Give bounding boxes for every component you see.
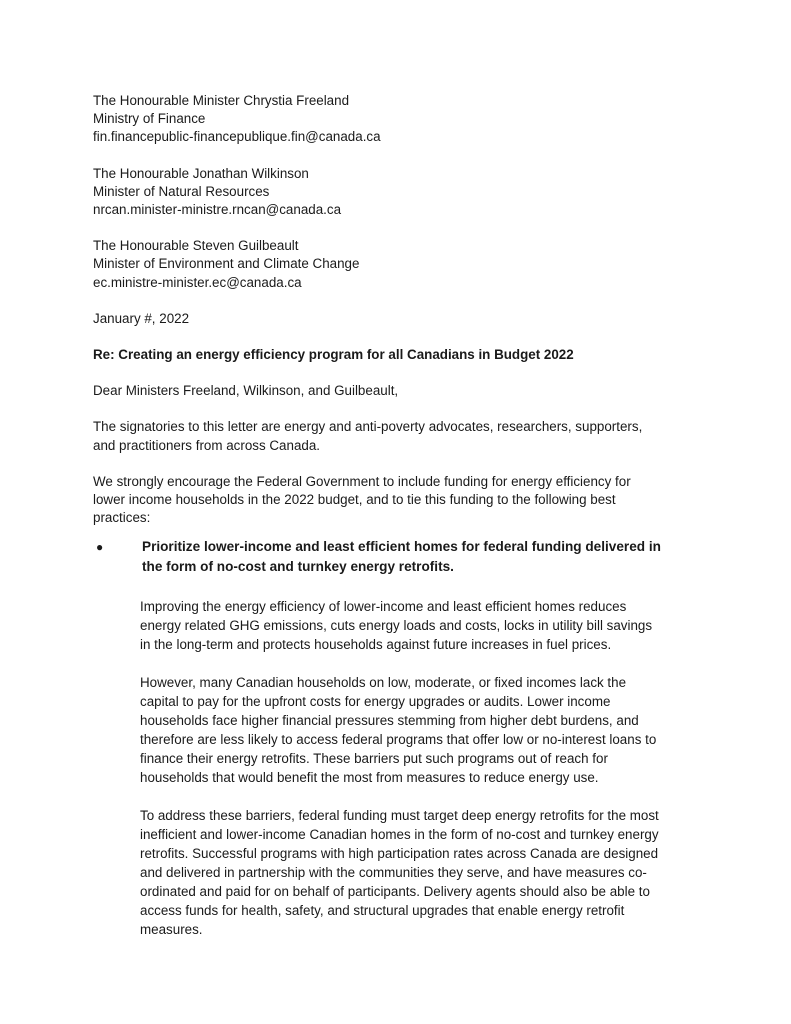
bullet-paragraph-solution [93,806,703,939]
intro-line: and practitioners from across Canada. [93,437,321,453]
paragraph-line: energy related GHG emissions, cuts energy loads and costs, locks in utility bill savings [140,618,653,634]
paragraph-line: access funds for health, safety, and structural upgrades that enable energy retrofit [140,903,625,919]
paragraph-line: inefficient and lower-income Canadian homes in the form of no-cost and turnkey energy [140,827,659,843]
letter-subject: Re: Creating an energy efficiency program for all Canadians in Budget 2022 [93,347,574,363]
paragraph-line: retrofits. Successful programs with high participation rates across Canada are designed [140,846,659,862]
recipient-email: fin.financepublic-financepublique.fin@canada.ca [93,129,381,145]
recipient-email: ec.ministre-minister.ec@canada.ca [93,274,302,290]
paragraph-line: ordinated and paid for on behalf of participants. Delivery agents should also be able to [140,884,650,900]
bullet-item [93,537,703,577]
intro-paragraph [93,418,703,454]
bullet-heading-line: the form of no-cost and turnkey energy retrofits. [142,559,454,575]
intro-line: The signatories to this letter are energy and anti-poverty advocates, researchers, supporters, [93,419,643,435]
recipient-guilbeault [93,237,703,292]
bullet-heading-line: Prioritize lower-income and least efficient homes for federal funding delivered in [142,539,661,555]
recipient-title: Minister of Natural Resources [93,183,270,199]
paragraph-line: in the long-term and protects households against future increases in fuel prices. [140,637,612,653]
encourage-line: We strongly encourage the Federal Government to include funding for energy efficiency for [93,473,631,489]
paragraph-line: and delivered in partnership with the communities they serve, and have measures co- [140,865,647,881]
recipient-email: nrcan.minister-ministre.rncan@canada.ca [93,202,342,218]
encourage-line: lower income households in the 2022 budget, and to tie this funding to the following best [93,492,616,508]
encourage-line: practices: [93,510,151,526]
paragraph-line: However, many Canadian households on low, moderate, or fixed incomes lack the [140,675,627,691]
recipient-freeland [93,92,703,147]
letter-page [93,92,703,939]
bullet-heading [142,537,661,577]
recipient-title: Ministry of Finance [93,111,206,127]
recipient-wilkinson [93,165,703,220]
encourage-paragraph [93,473,703,528]
paragraph-line: households that would benefit the most from measures to reduce energy use. [140,770,599,786]
bullet-paragraph-benefits [93,597,703,654]
bullet-icon: ● [96,540,104,555]
paragraph-line: capital to pay for the upfront costs for energy upgrades or audits. Lower income [140,694,611,710]
recipient-name: The Honourable Jonathan Wilkinson [93,165,309,181]
recipient-title: Minister of Environment and Climate Change [93,256,360,272]
recipient-name: The Honourable Minister Chrystia Freeland [93,93,350,108]
recipient-name: The Honourable Steven Guilbeault [93,238,299,254]
paragraph-line: measures. [140,922,203,938]
paragraph-line: finance their energy retrofits. These barriers put such programs out of reach for [140,751,608,767]
paragraph-line: Improving the energy efficiency of lower-income and least efficient homes reduces [140,599,627,615]
salutation: Dear Ministers Freeland, Wilkinson, and Guilbeault, [93,383,399,399]
letter-date: January #, 2022 [93,310,190,326]
paragraph-line: therefore are less likely to access federal programs that offer low or no-interest loans to [140,732,657,748]
bullet-paragraph-barriers [93,673,703,787]
paragraph-line: households face higher financial pressures stemming from higher debt burdens, and [140,713,639,729]
paragraph-line: To address these barriers, federal funding must target deep energy retrofits for the most [140,808,659,824]
